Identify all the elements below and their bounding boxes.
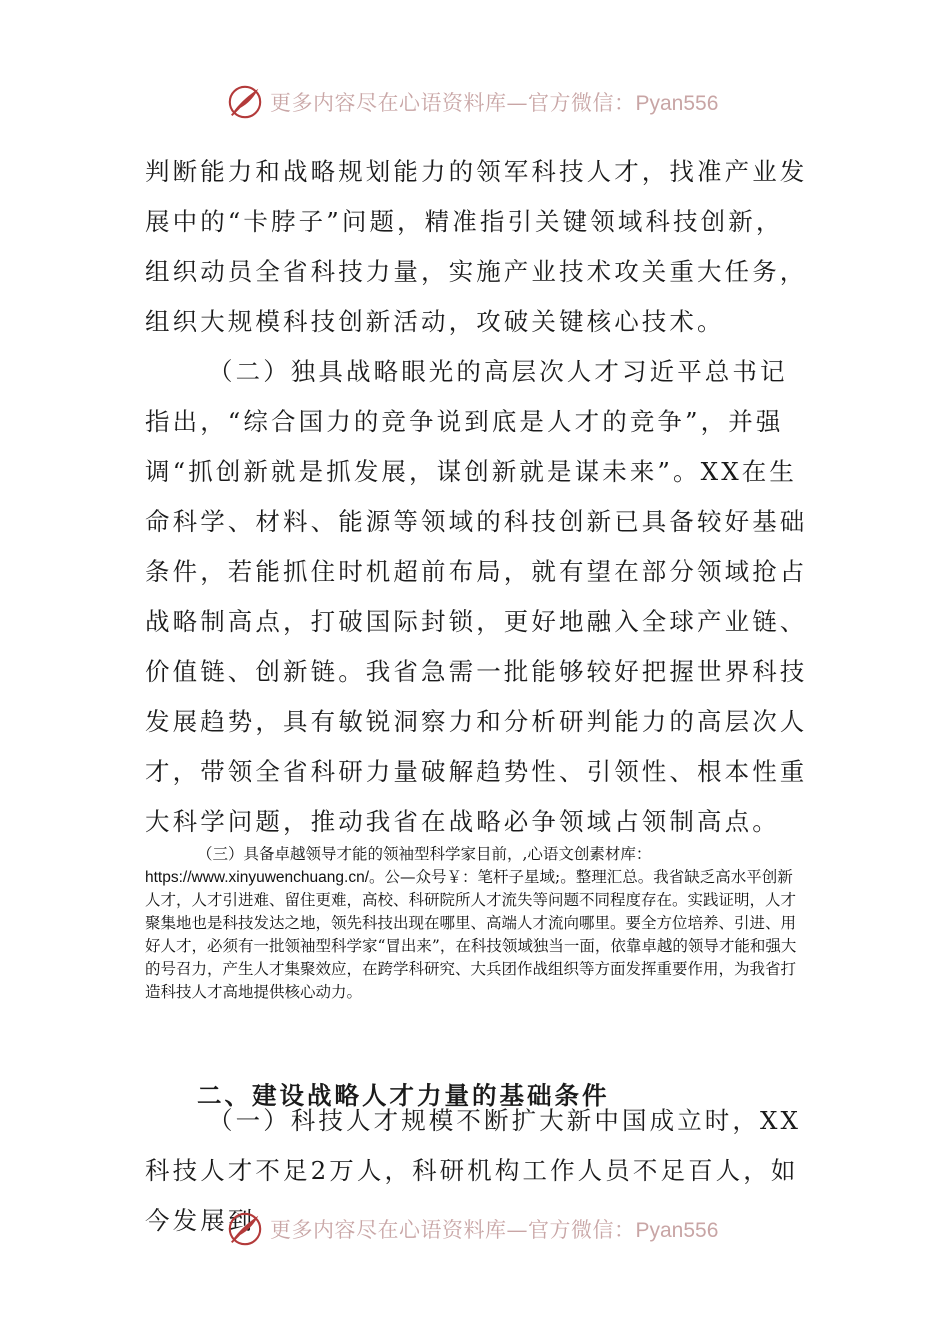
banner-text — [270, 87, 718, 117]
banner-wechat-id: Pyan556 — [635, 92, 719, 115]
banner-text-cn: 更多内容尽在心语资料库—官方微信： — [270, 1218, 636, 1242]
quill-logo-icon — [226, 83, 264, 121]
paragraph-3 — [145, 843, 805, 1004]
paragraph-3-rest: 。公—众号￥：笔杆子星域;。整理汇总。我省缺乏高水平创新人才，人才引进难、留住更难，高校、科研院所人才流失等问题不同程度存在。实践证明，人才聚集地也是科技发达之地，领先科技出现在哪里、高端人才流向哪里。要全方位培养、引进、用好人才，必须有一批领袖型科学家“冒出来”，在科技领域独当一面，依靠卓越的领导才能和强大的号召力，产生人才集聚效应，在跨学科研究、大兵团作战组织等方面发挥重要作用，为我省打造科技人才高地提供核心动力。 — [145, 868, 797, 1001]
paragraph-1: 判断能力和战略规划能力的领军科技人才，找准产业发展中的“卡脖子”问题，精准指引关键领域科技创新，组织动员全省科技力量，实施产业技术攻关重大任务，组织大规模科技创新活动，攻破关键核心技术。 — [145, 157, 808, 336]
banner-wechat-id: Pyan556 — [635, 1219, 719, 1242]
source-url-text: https://www.xinyuwenchuang.cn/ — [145, 869, 370, 886]
paragraph-3-start: （三）具备卓越领导才能的领袖型科学家目前，,心语文创素材库： — [197, 845, 652, 863]
footer-watermark-banner — [226, 1209, 746, 1249]
quill-logo-icon — [226, 1210, 264, 1248]
banner-text-cn: 更多内容尽在心语资料库—官方微信： — [270, 91, 636, 115]
paragraph-4: （一）科技人才规模不断扩大新中国成立时，XX科技人才不足2万人，科研机构工作人员不足百人，如今发展到 — [145, 1106, 802, 1235]
header-watermark-banner — [226, 82, 746, 122]
banner-text — [270, 1214, 718, 1244]
paragraph-2: （二）独具战略眼光的高层次人才习近平总书记指出，“综合国力的竞争说到底是人才的竞争”，并强调“抓创新就是抓发展，谋创新就是谋未来”。XX在生命科学、材料、能源等领域的科技创新已具备较好基础条件，若能抓住时机超前布局，就有望在部分领域抢占战略制高点，打破国际封锁，更好地融入全球产业链、价值链、创新链。我省急需一批能够较好把握世界科技发展趋势，具有敏锐洞察力和分析研判能力的高层次人才，带领全省科研力量破解趋势性、引领性、根本性重大科学问题，推动我省在战略必争领域占领制高点。 — [145, 357, 808, 836]
section-heading: 二、建设战略人才力量的基础条件 — [197, 1081, 610, 1110]
